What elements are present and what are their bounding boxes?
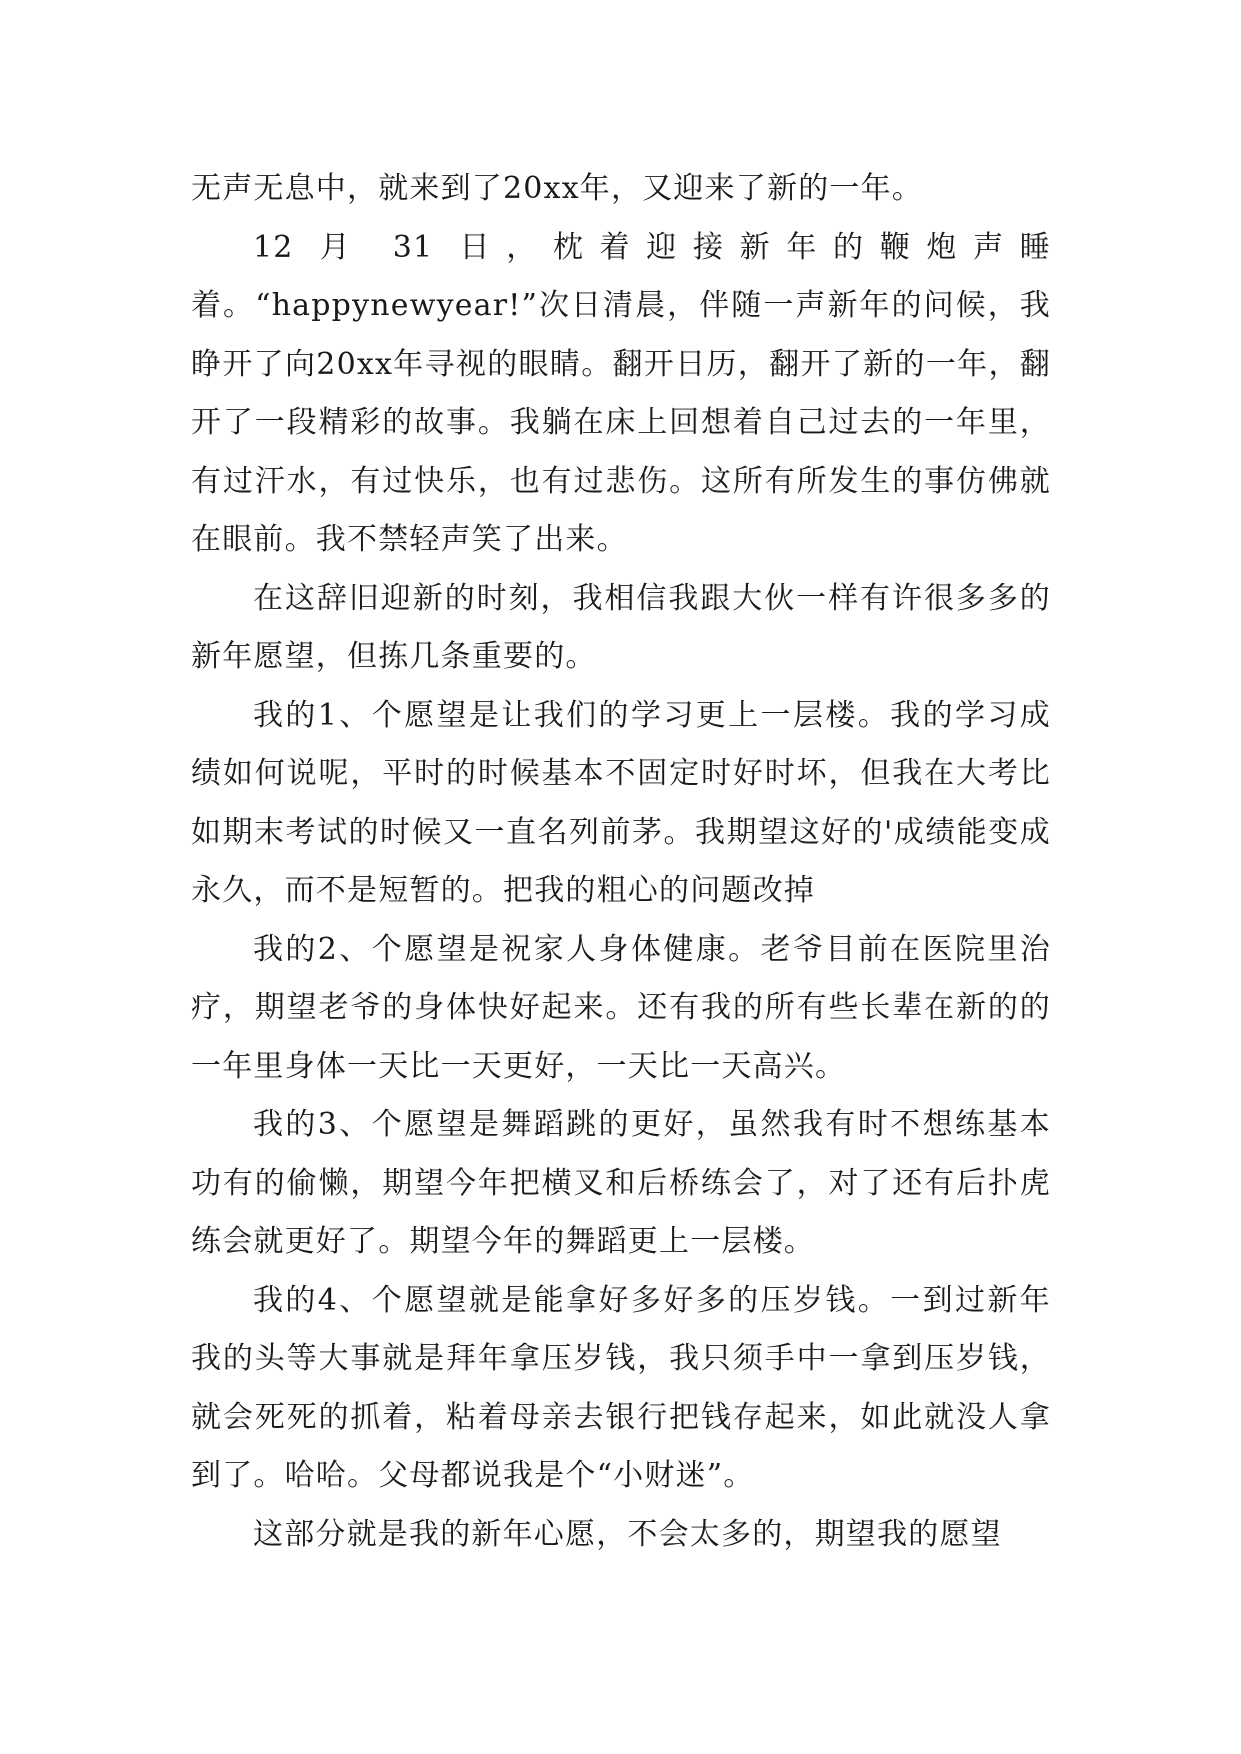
paragraph-wish-3: 我的3、个愿望是舞蹈跳的更好，虽然我有时不想练基本功有的偷懒，期望今年把横叉和后桥练会了，对了还有后扑虎练会就更好了。期望今年的舞蹈更上一层楼。 bbox=[191, 1107, 1051, 1259]
paragraph-new-year-morning: 12 月 31 日，枕着迎接新年的鞭炮声睡着。“happynewyear!”次日清晨，伴随一声新年的问候，我睁开了向20xx年寻视的眼睛。翻开日历，翻开了新的一年，翻开了一段精彩的故事。我躺在床上回想着自己过去的一年里，有过汗水，有过快乐，也有过悲伤。这所有所发生的事仿佛就在眼前。我不禁轻声笑了出来。 bbox=[191, 229, 1051, 557]
document-body bbox=[191, 160, 1051, 1564]
paragraph-wish-1: 我的1、个愿望是让我们的学习更上一层楼。我的学习成绩如何说呢，平时的时候基本不固定时好时坏，但我在大考比如期末考试的时候又一直名列前茅。我期望这好的'成绩能变成永久，而不是短暂的。把我的粗心的问题改掉 bbox=[191, 697, 1051, 908]
paragraph-intro-end: 无声无息中，就来到了20xx年，又迎来了新的一年。 bbox=[191, 171, 924, 206]
paragraph-wish-2: 我的2、个愿望是祝家人身体健康。老爷目前在医院里治疗，期望老爷的身体快好起来。还有我的所有些长辈在新的的一年里身体一天比一天更好，一天比一天高兴。 bbox=[191, 931, 1051, 1084]
paragraph-wishes-intro: 在这辞旧迎新的时刻，我相信我跟大伙一样有许很多多的新年愿望，但拣几条重要的。 bbox=[191, 580, 1051, 674]
paragraph-wish-4: 我的4、个愿望就是能拿好多好多的压岁钱。一到过新年我的头等大事就是拜年拿压岁钱，我只须手中一拿到压岁钱，就会死死的抓着，粘着母亲去银行把钱存起来，如此就没人拿到了。哈哈。父母都说我是个“小财迷”。 bbox=[191, 1282, 1051, 1493]
paragraph-conclusion: 这部分就是我的新年心愿，不会太多的，期望我的愿望 bbox=[253, 1516, 1002, 1552]
